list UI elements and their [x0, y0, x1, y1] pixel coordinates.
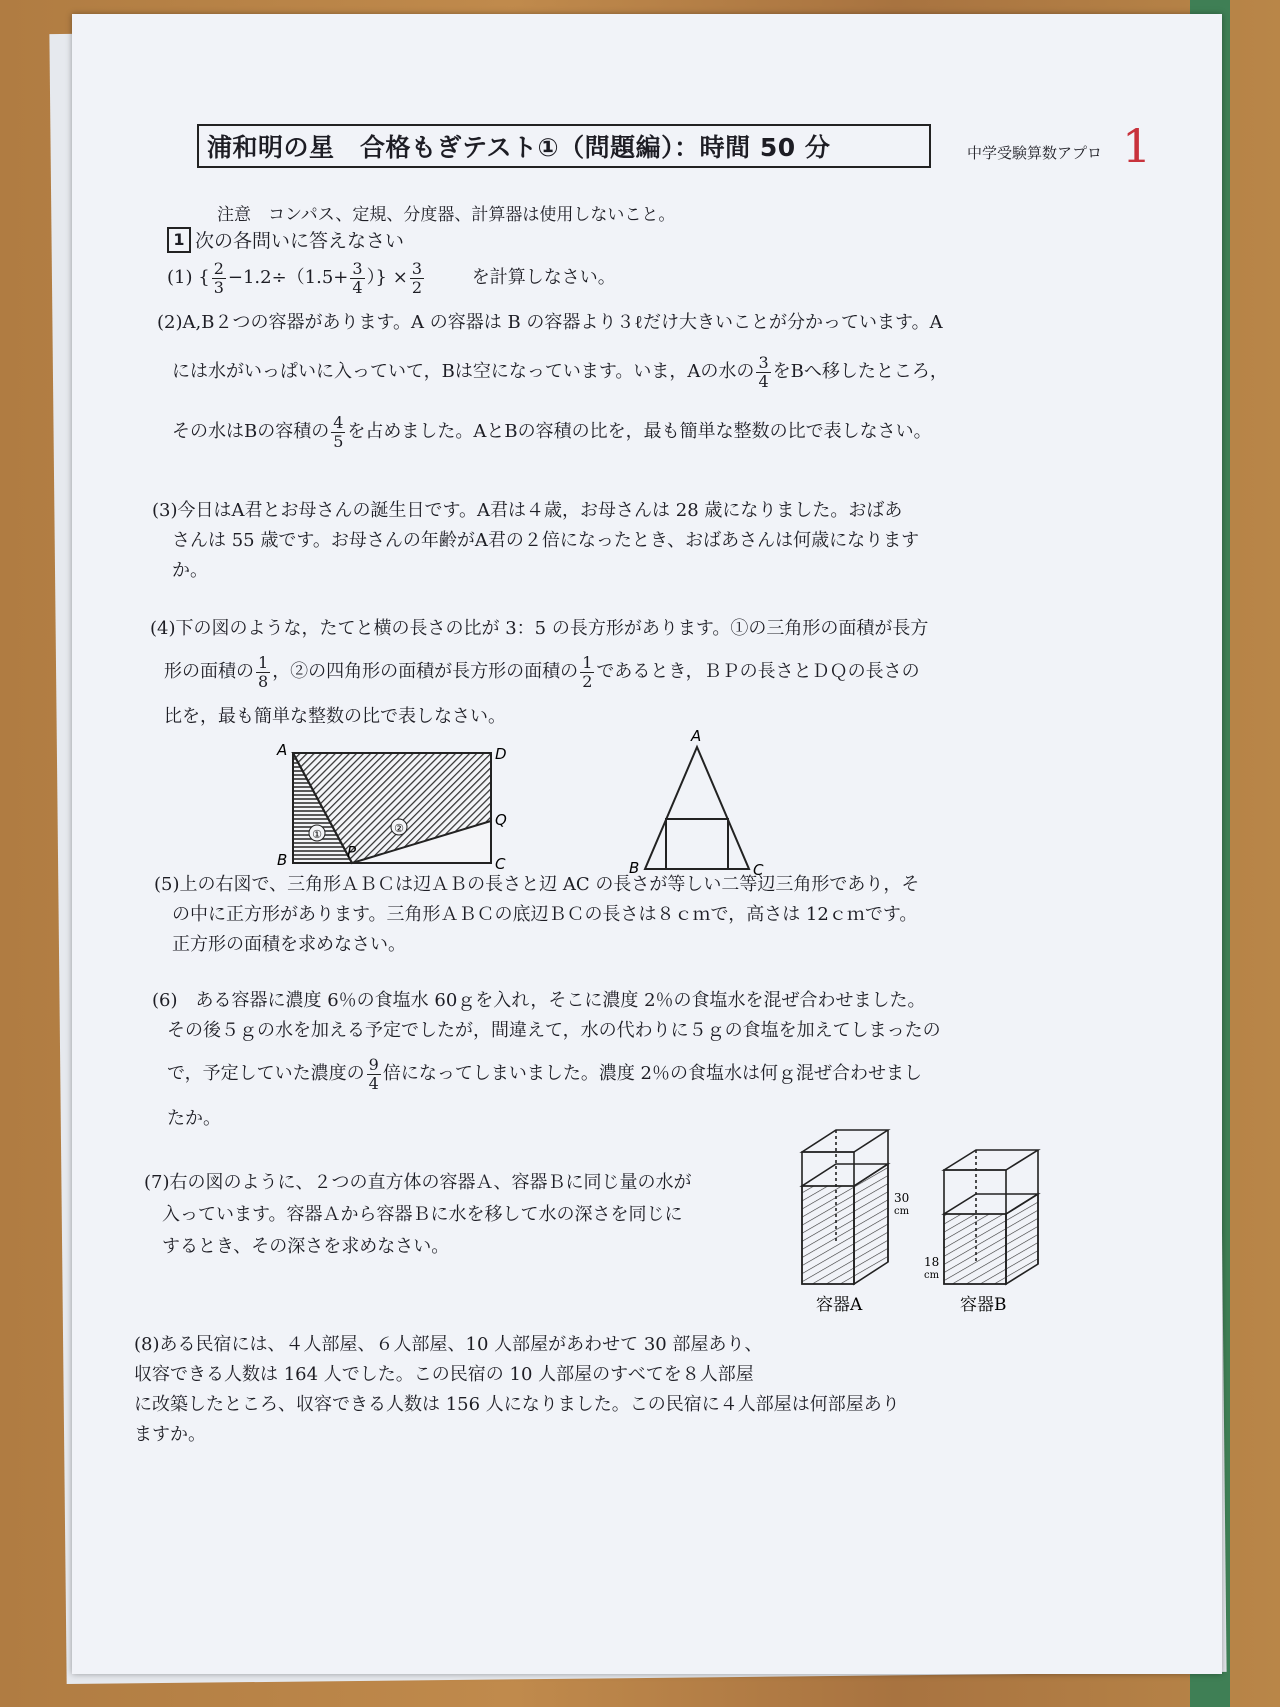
q8-line-4: ますか。	[134, 1424, 206, 1445]
q5-line-1: (5)上の右図で、三角形ＡＢＣは辺ＡＢの長さと辺 AC の長さが等しい二等辺三角形であり，そ	[154, 874, 920, 895]
q3-line-3: か。	[172, 560, 208, 581]
container-a-depth: 30	[894, 1191, 910, 1205]
q2-line-3: その水はBの容積の $\frac{4}{5}$ を占めました。AとBの容積の比を，最も簡単な整数の比で表しなさい。	[172, 413, 932, 451]
vertex-d-label: D	[495, 745, 507, 763]
fig5-vertex-b: B	[629, 859, 640, 877]
q6-line-4: たか。	[167, 1108, 221, 1129]
q4-fraction-1: $\frac{1}{8}$	[258, 653, 269, 691]
point-q-label: Q	[495, 811, 507, 829]
q1-fraction-2: $\frac{3}{4}$	[352, 259, 363, 297]
point-p-label: P	[347, 843, 357, 861]
vertex-b-label: B	[277, 851, 288, 869]
q1-part: ）} ×	[366, 267, 408, 289]
section-heading	[167, 226, 404, 253]
q7-line-3: するとき、その深さを求めなさい。	[162, 1236, 450, 1257]
container-a-depth-unit: cm	[894, 1206, 910, 1217]
q3-line-2: さんは 55 歳です。お母さんの年齢がA君の２倍になったとき、おばあさんは何歳になります	[172, 530, 920, 551]
q1-label: (1)	[167, 267, 193, 289]
q1-fraction-1: $\frac{2}{3}$	[213, 259, 224, 297]
container-b-label: 容器B	[960, 1295, 1007, 1314]
container-a-label: 容器A	[816, 1295, 863, 1314]
vertex-c-label: C	[495, 855, 506, 869]
q6-line-1: (6) ある容器に濃度 6％の食塩水 60ｇを入れ，そこに濃度 2％の食塩水を混ぜ合わせました。	[152, 990, 926, 1011]
q2-fraction-2: $\frac{4}{5}$	[333, 413, 344, 451]
container-a	[802, 1130, 888, 1284]
exam-title: 浦和明の星 合格もぎテスト①（問題編）：時間 50 分	[197, 124, 931, 168]
question-1	[167, 260, 616, 296]
q1-instruction: を計算しなさい。	[471, 267, 616, 289]
q3-line-1: (3)今日はA君とお母さんの誕生日です。A君は４歳，お母さんは 28 歳になりました。おばあ	[152, 500, 903, 521]
q8-line-2: 収容できる人数は 164 人でした。この民宿の 10 人部屋のすべてを８人部屋	[134, 1364, 754, 1385]
page-number: 1	[1122, 119, 1152, 173]
q6-fraction: $\frac{9}{4}$	[368, 1055, 379, 1093]
q8-line-3: に改築したところ、収容できる人数は 156 人になりました。この民宿に４人部屋は何部屋あり	[134, 1394, 900, 1415]
q2-line-1: (2)A,B２つの容器があります。A の容器は B の容器より３ℓだけ大きいことが分かっています。A	[157, 312, 943, 333]
q1-part: {	[198, 267, 210, 289]
triangle-abc	[645, 747, 749, 869]
fig5-vertex-a: A	[691, 727, 702, 745]
q6-line-3: で，予定していた濃度の $\frac{9}{4}$ 倍になってしまいました。濃度 2％の食塩水は何ｇ混ぜ合わせまし	[167, 1055, 922, 1093]
q7-line-2: 入っています。容器Ａから容器Ｂに水を移して水の深さを同じに	[162, 1204, 683, 1225]
q2-line-2: には水がいっぱいに入っていて，Bは空になっています。いま，Aの水の $\frac{3}{4}$ をBへ移したところ，	[172, 353, 948, 391]
q2-fraction-1: $\frac{3}{4}$	[758, 353, 769, 391]
region-2-label: ②	[394, 822, 404, 835]
q4-line-3: 比を，最も簡単な整数の比で表しなさい。	[164, 706, 506, 727]
q4-line-2: 形の面積の $\frac{1}{8}$ ，②の四角形の面積が長方形の面積の $\frac{1}{2}$ であるとき，ＢＰの長さとＤＱの長さの	[164, 653, 920, 691]
q4-fraction-2: $\frac{1}{2}$	[582, 653, 593, 691]
q1-part: −1.2÷（1.5+	[227, 267, 349, 289]
instructions-note: 注意 コンパス、定規、分度器、計算器は使用しないこと。	[217, 205, 676, 225]
exam-sheet	[72, 14, 1222, 1674]
fig5-vertex-c: C	[753, 861, 764, 879]
inscribed-square	[666, 819, 728, 869]
container-b-depth-unit: cm	[924, 1270, 940, 1281]
section-number: 1	[167, 227, 191, 253]
q4-line-1: (4)下の図のような，たてと横の長さの比が 3：5 の長方形があります。①の三角形の面積が長方	[150, 618, 929, 639]
q7-line-1: (7)右の図のように、２つの直方体の容器Ａ、容器Ｂに同じ量の水が	[144, 1172, 692, 1193]
q1-fraction-3: $\frac{3}{2}$	[411, 259, 423, 297]
section-heading-text: 次の各問いに答えなさい	[195, 230, 405, 252]
containers-figure	[784, 1114, 1084, 1314]
rectangle-figure	[267, 729, 507, 869]
q8-line-1: (8)ある民宿には、４人部屋、６人部屋、10 人部屋があわせて 30 部屋あり、	[134, 1334, 763, 1355]
q5-line-2: の中に正方形があります。三角形ＡＢＣの底辺ＢＣの長さは８ｃｍで，高さは 12ｃｍです。	[172, 904, 918, 925]
q5-line-3: 正方形の面積を求めなさい。	[172, 934, 406, 955]
region-1-label: ①	[312, 828, 322, 841]
container-b	[944, 1150, 1038, 1284]
triangle-square-figure	[617, 719, 777, 879]
container-b-depth: 18	[924, 1255, 940, 1269]
brand-name: 中学受験算数アプロ	[967, 144, 1103, 162]
q6-line-2: その後５ｇの水を加える予定でしたが，間違えて，水の代わりに５ｇの食塩を加えてしまったの	[167, 1020, 941, 1041]
vertex-a-label: A	[277, 741, 288, 759]
